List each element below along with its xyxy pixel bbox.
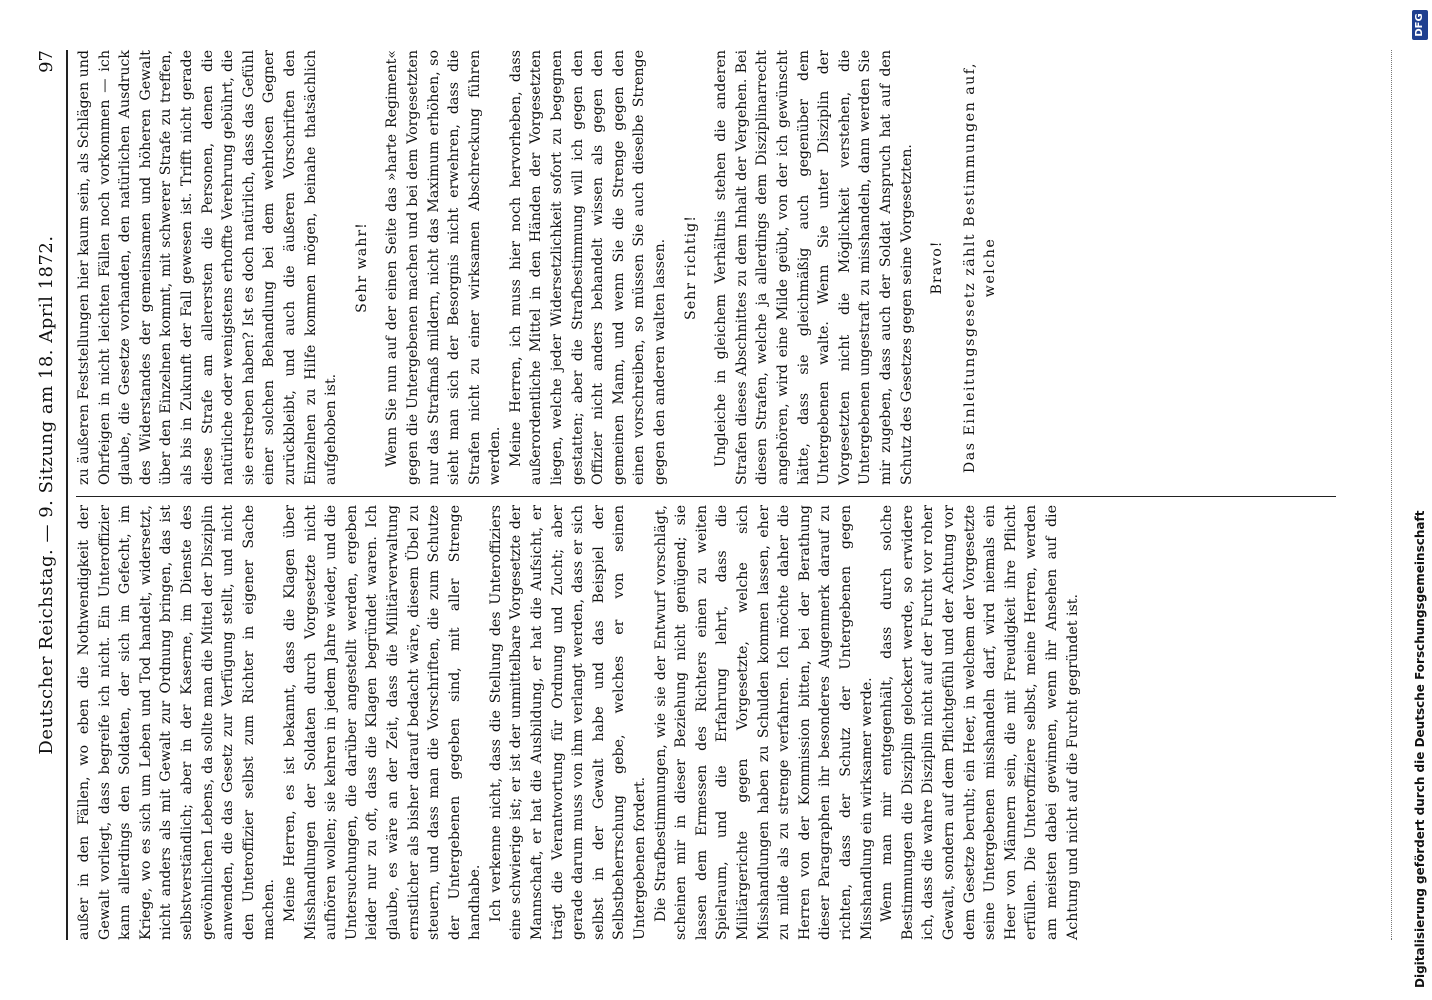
stage-direction: Bravo! — [929, 240, 946, 295]
paragraph: zu äußeren Feststellungen hier kaum sein, als Schlägen und Ohrfeigen in nicht leichten Fällen noch vorkommen — ich glaube, die Gesetze vorhanden, den natürlichen Ausdruck des Widerstandes der gemeinsamen und höheren Gewalt über den Einzelnen kommt, mit schwerer Strafe zu treffen, als bis in Zukunft der Fall gewesen ist. Trifft nicht gerade diese Strafe am allerersten die Personen, denen die natürliche oder wenigstens erhoffte Verehrung gebührt, die sie erstreben haben? Ist es doch natürlich, dass das Gefühl einer solchen Behandlung bei dem wehrlosen Gegner zurückbleibt, und auch die äußeren Vorschriften den Einzelnen zu Hilfe kommen mögen, beinahe thatsächlich aufgehoben ist. — [76, 50, 340, 485]
stage-direction: Sehr wahr! — [353, 222, 370, 313]
page-number: 97 — [36, 50, 57, 73]
page-title: Deutscher Reichstag. — 9. Sitzung am 18. April 1872. — [36, 235, 57, 755]
right-column — [74, 50, 1013, 485]
page-header — [26, 50, 68, 940]
paragraph: Wenn Sie nun auf der einen Seite das »harte Regiment« gegen die Untergebenen machen und bei dem Vorgesetzten nur das Strafmaß mildern, nicht das Maximum erhöhen, so sieht man sich der Besorgnis nicht erwehren, dass die Strafen nicht zu einer wirksamen Abschreckung führen werden. — [384, 50, 504, 485]
page-edge-marks — [1391, 50, 1398, 940]
paragraph: Wenn man mir entgegenhält, dass durch solche Bestimmungen die Disziplin gelockert werde, so erwidere ich, dass die wahre Disziplin nicht auf der Furcht vor roher Gewalt, sondern auf dem Pflichtgefühl und der Achtung vor dem Gesetze beruht; ein Heer, in welchem der Vorgesetzte seine Untergebenen misshandeln darf, wird niemals ein Heer von Männern sein, die mit Freudigkeit ihre Pflicht erfüllen. Die Unteroffiziere selbst, meine Herren, werden am meisten dabei gewinnen, wenn ihr Ansehen auf die Achtung und nicht auf die Furcht gegründet ist. — [879, 505, 1081, 940]
paragraph: Meine Herren, es ist bekannt, dass die Klagen über Misshandlungen der Soldaten durch Vorgesetzte nicht aufhören wollen; sie kehren in jedem Jahre wieder, und die Untersuchungen, die darüber angestellt werden, ergeben leider nur zu oft, dass die Klagen begründet waren. Ich glaube, es wäre an der Zeit, dass die Militärverwaltung ernstlicher als bisher darauf bedacht wäre, diesem Übel zu steuern, und dass man die Vorschriften, die zum Schutze der Untergebenen gegeben sind, mit aller Strenge handhabe. — [281, 505, 484, 940]
paragraph: Ungleiche in gleichem Verhältnis stehen die anderen Strafen dieses Abschnittes zu dem Inhalt der Vergehen. Bei diesen Strafen, welche ja allerdings dem Disziplinarrecht angehören, wird eine Milde geübt, von der ich gewünscht hätte, dass sie gleichmäßig auch gegenüber dem Untergebenen walte. Wenn Sie unter Disziplin der Vorgesetzten nicht die Möglichkeit verstehen, die Untergebenen ungestraft zu misshandeln, dann werden Sie mir zugeben, dass auch der Soldat Anspruch hat auf den Schutz des Gesetzes gegen seine Vorgesetzten. — [713, 50, 915, 485]
stage-direction: Sehr richtig! — [682, 215, 699, 320]
section-heading: Das Einleitungsgesetz zählt Bestimmungen auf, welche — [961, 61, 999, 474]
footer — [1410, 0, 1432, 1000]
paragraph: Meine Herren, ich muss hier noch hervorheben, dass außerordentliche Mittel in den Händen der Vorgesetzten liegen, welche jeder Widersetzlichkeit sofort zu begegnen gestatten; aber die Strafbestimmung will ich gegen den Offizier nicht anders behandelt wissen als gegen den gemeinen Mann, und wenn Sie die Strenge gegen den einen vorschreiben, so müssen Sie auch dieselbe Strenge gegen den anderen walten lassen. — [507, 50, 669, 485]
paragraph: Die Strafbestimmungen, wie sie der Entwurf vorschlägt, scheinen mir in dieser Beziehung nicht genügend; sie lassen dem Ermessen des Richters einen zu weiten Spielraum, und die Erfahrung lehrt, dass die Militärgerichte gegen Vorgesetzte, welche sich Misshandlungen haben zu Schulden kommen lassen, eher zu milde als zu strenge verfahren. Ich möchte daher die Herren von der Kommission bitten, bei der Berathung dieser Paragraphen ihr besonderes Augenmerk darauf zu richten, dass der Schutz der Untergebenen gegen Misshandlung ein wirksamer werde. — [652, 505, 875, 940]
paragraph: Ich verkenne nicht, dass die Stellung des Unteroffiziers eine schwierige ist; er ist der unmittelbare Vorgesetzte der Mannschaft, er hat die Ausbildung, er hat die Aufsicht, er trägt die Verantwortung für Ordnung und Zucht; aber gerade darum muss von ihm verlangt werden, dass er sich selbst in der Gewalt habe und das Beispiel der Selbstbeherrschung gebe, welches er von seinen Untergebenen fordert. — [487, 505, 649, 940]
footer-credit: Digitalisierung gefördert durch die Deutsche Forschungsgemeinschaft — [1413, 510, 1427, 988]
paragraph: außer in den Fällen, wo eben die Nothwendigkeit der Gewalt vorliegt, dass begreife ich nicht. Ein Unteroffizier kann allerdings den Soldaten, der sich im Gefecht, im Kriege, wo es sich um Leben und Tod handelt, widersetzt, nicht anders als mit Gewalt zur Ordnung bringen, das ist selbstverständlich; aber in der Kaserne, im Dienste des gewöhnlichen Lebens, da sollte man die Mittel der Disziplin anwenden, die das Gesetz zur Verfügung stellt, und nicht den Unteroffizier selbst zum Richter in eigener Sache machen. — [76, 505, 278, 940]
column-divider — [76, 496, 1336, 497]
dfg-logo: DFG — [1412, 10, 1428, 40]
left-column — [74, 505, 1083, 940]
